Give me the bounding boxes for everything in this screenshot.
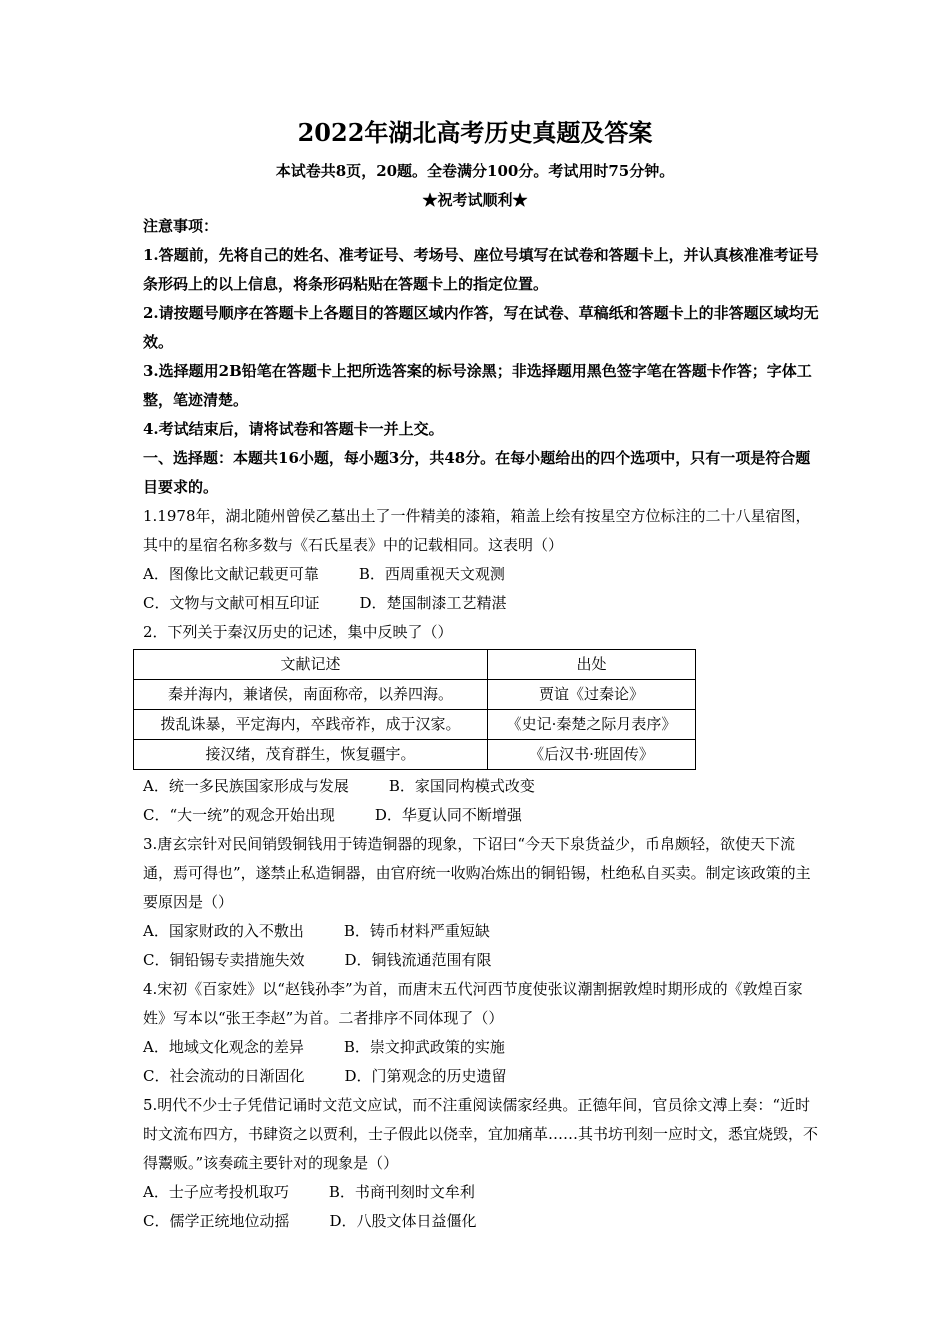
option-c: C．铜铅锡专卖措施失效 <box>143 951 305 969</box>
question-3-options-row-1 <box>143 917 819 946</box>
table-cell: 拨乱诛暴，平定海内，卒践帝祚，成于汉家。 <box>134 710 488 740</box>
notice-item: 3.选择题用2B铅笔在答题卡上把所选答案的标号涂黑；非选择题用黑色签字笔在答题卡作答；字体工整，笔迹清楚。 <box>143 362 812 409</box>
notice-heading: 注意事项： <box>143 217 219 235</box>
table-header-row <box>134 650 696 680</box>
question-1-options-row-1 <box>143 560 819 589</box>
question-3-options-row-2 <box>143 946 819 975</box>
option-b: B．崇文抑武政策的实施 <box>343 1038 505 1056</box>
question-4-options-row-2 <box>143 1062 819 1091</box>
table-row <box>134 680 696 710</box>
question-5-options-row-2 <box>143 1207 819 1236</box>
question-1-stem: 1.1978年，湖北随州曾侯乙墓出土了一件精美的漆箱，箱盖上绘有按星空方位标注的二十八星宿图，其中的星宿名称多数与《石氏星表》中的记载相同。这表明（） <box>143 507 811 554</box>
option-d: D．八股文体日益僵化 <box>329 1212 477 1230</box>
good-luck-line: ★祝考试顺利★ <box>422 191 528 209</box>
exam-content <box>143 212 819 1236</box>
table-cell: 《史记·秦楚之际月表序》 <box>488 710 696 740</box>
option-d: D．铜钱流通范围有限 <box>344 951 492 969</box>
option-a: A．地域文化观念的差异 <box>143 1038 304 1056</box>
option-b: B．铸币材料严重短缺 <box>343 922 490 940</box>
table-header: 出处 <box>488 650 696 680</box>
table-row <box>134 740 696 770</box>
option-b: B．书商刊刻时文牟利 <box>328 1183 475 1201</box>
question-4-stem: 4.宋初《百家姓》以“赵钱孙李”为首，而唐末五代河西节度使张议潮割据敦煌时期形成的《敦煌百家姓》写本以“张王李赵”为首。二者排序不同体现了（） <box>143 980 803 1027</box>
table-cell: 秦并海内，兼诸侯，南面称帝，以养四海。 <box>134 680 488 710</box>
question-4-options-row-1 <box>143 1033 819 1062</box>
option-d: D．门第观念的历史遗留 <box>344 1067 507 1085</box>
option-c: C．儒学正统地位动摇 <box>143 1212 290 1230</box>
option-c: C．文物与文献可相互印证 <box>143 594 320 612</box>
option-a: A．国家财政的入不敷出 <box>143 922 304 940</box>
section-heading: 一、选择题：本题共16小题，每小题3分，共48分。在每小题给出的四个选项中，只有一项是符合题目要求的。 <box>143 449 811 496</box>
option-d: D．华夏认同不断增强 <box>374 806 522 824</box>
question-5-options-row-1 <box>143 1178 819 1207</box>
page-title: 2022年湖北高考历史真题及答案 <box>297 118 653 147</box>
option-a: A．士子应考投机取巧 <box>143 1183 289 1201</box>
option-a: A．统一多民族国家形成与发展 <box>143 777 349 795</box>
question-2-stem: 2．下列关于秦汉历史的记述，集中反映了（） <box>143 623 453 641</box>
table-row <box>134 710 696 740</box>
question-5-stem: 5.明代不少士子凭借记诵时文范文应试，而不注重阅读儒家经典。正德年间，官员徐文溥上奏：“近时时文流布四方，书肆资之以贾利，士子假此以侥幸，宜加痛革……其书坊刊刻一应时文，悉宜烧毁，不得鬻贩。”该奏疏主要针对的现象是（） <box>143 1096 819 1172</box>
option-c: C．“大一统”的观念开始出现 <box>143 806 335 824</box>
question-1-options-row-2 <box>143 589 819 618</box>
option-a: A．图像比文献记载更可靠 <box>143 565 319 583</box>
question-3-stem: 3.唐玄宗针对民间销毁铜钱用于铸造铜器的现象，下诏曰“今天下泉货益少，币帛颇轻，欲使天下流通，焉可得也”，遂禁止私造铜器，由官府统一收购冶炼出的铜铅锡，杜绝私自买卖。制定该政策的主要原因是（） <box>143 835 811 911</box>
option-b: B．西周重视天文观测 <box>358 565 505 583</box>
table-header: 文献记述 <box>134 650 488 680</box>
notice-item: 1.答题前，先将自己的姓名、准考证号、考场号、座位号填写在试卷和答题卡上，并认真核准准考证号条形码上的以上信息，将条形码粘贴在答题卡上的指定位置。 <box>143 246 819 293</box>
option-c: C．社会流动的日渐固化 <box>143 1067 305 1085</box>
question-2-options-row-1 <box>143 772 819 801</box>
option-b: B．家国同构模式改变 <box>388 777 535 795</box>
source-table <box>133 649 696 770</box>
table-cell: 贾谊《过秦论》 <box>488 680 696 710</box>
option-d: D．楚国制漆工艺精湛 <box>359 594 507 612</box>
notice-item: 4.考试结束后，请将试卷和答题卡一并上交。 <box>143 420 444 438</box>
table-cell: 《后汉书·班固传》 <box>488 740 696 770</box>
notice-item: 2.请按题号顺序在答题卡上各题目的答题区域内作答，写在试卷、草稿纸和答题卡上的非答题区域均无效。 <box>143 304 819 351</box>
question-2-options-row-2 <box>143 801 819 830</box>
table-cell: 接汉绪，茂育群生，恢复疆宇。 <box>134 740 488 770</box>
exam-info: 本试卷共8页，20题。全卷满分100分。考试用时75分钟。 <box>275 162 675 180</box>
